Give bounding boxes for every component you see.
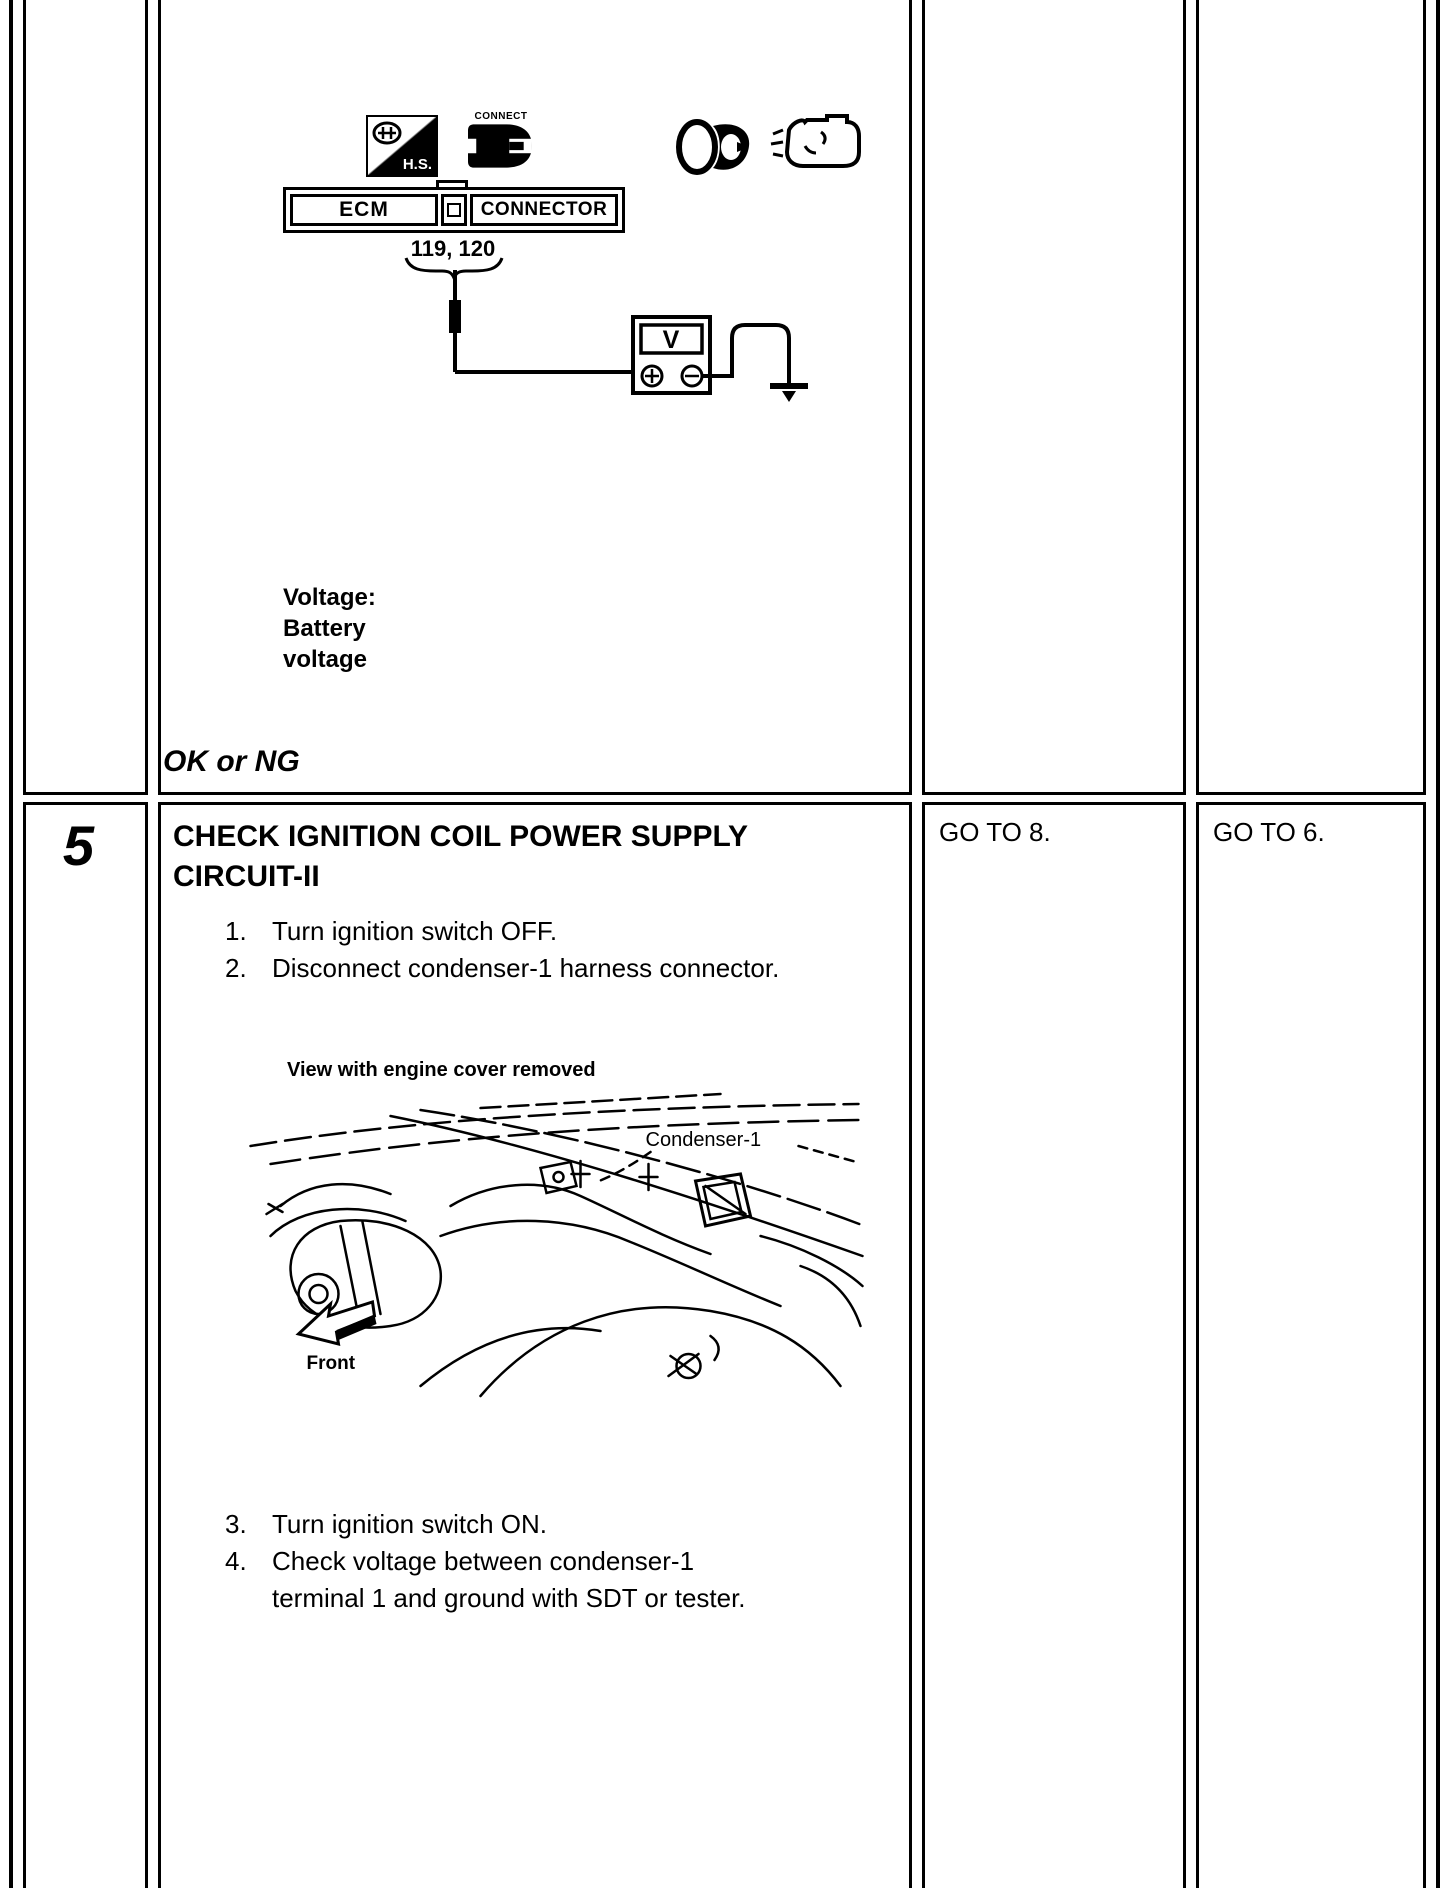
step-index: 2. [225,953,247,983]
step-text-line: Check voltage between condenser-1 [272,1546,695,1576]
ignition-key-on-icon [675,116,753,178]
step-index: 3. [225,1509,247,1539]
hs-label: H.S. [402,156,432,173]
harness-connector-icon [769,112,863,172]
connect-label: CONNECT [474,111,528,122]
goto-ok-text: GO TO 8. [939,817,1051,847]
spec-line-2: Battery [283,615,366,642]
connector-tab [436,180,468,190]
procedure-title: CHECK IGNITION COIL POWER SUPPLY CIRCUIT-II [173,820,748,893]
steps-list-a [225,913,897,987]
step-number-cell [23,802,148,1888]
list-item [225,1506,897,1543]
connector-label: CONNECTOR [470,194,618,226]
ecm-connector-box [283,187,625,233]
step-number-cell-empty [23,0,148,795]
step-index: 4. [225,1546,247,1576]
spec-line-1: Voltage: [283,584,376,611]
connector-clip [441,194,467,226]
engine-figure [238,1059,868,1406]
goto-ng-text: GO TO 6. [1213,817,1325,847]
connect-icon [461,111,541,175]
diagnostic-procedure-table [9,0,1440,1888]
connector-doodle-icon [370,119,404,149]
terminal-numbers: 119, 120 [410,236,496,261]
list-item [225,950,897,987]
step-number: 5 [62,814,95,877]
voltage-spec [283,582,376,675]
result-ok-cell [922,802,1186,1888]
connector-plug-icon [468,122,534,170]
spec-line-3: voltage [283,646,368,673]
steps-list-b [225,1506,897,1617]
front-label: Front [306,1353,356,1374]
table-row [23,802,1426,1888]
table-row [23,0,1426,795]
list-item [225,1543,897,1617]
result-ng-cell [1196,802,1426,1888]
step-text-line: terminal 1 and ground with SDT or tester. [272,1583,746,1613]
result-ok-cell-empty [922,0,1186,795]
condenser-label: Condenser-1 [645,1129,762,1151]
voltmeter-symbol: V [662,326,680,354]
result-prompt: OK or NG [163,745,300,778]
engine-illustration [238,1086,868,1401]
result-ng-cell-empty [1196,0,1426,795]
step-index: 1. [225,916,247,946]
figure-caption: View with engine cover removed [287,1059,596,1081]
procedure-cell [158,802,912,1888]
procedure-continuation-cell [158,0,912,795]
step-text [272,1543,746,1617]
step-text: Turn ignition switch ON. [272,1509,548,1539]
step-text: Disconnect condenser-1 harness connector. [272,953,780,983]
ecm-label: ECM [290,194,438,226]
voltmeter-circuit-figure [440,265,830,405]
step-text: Turn ignition switch OFF. [272,916,558,946]
list-item [225,913,897,950]
hs-data-link-icon [366,115,438,177]
clip-hole [447,203,461,217]
